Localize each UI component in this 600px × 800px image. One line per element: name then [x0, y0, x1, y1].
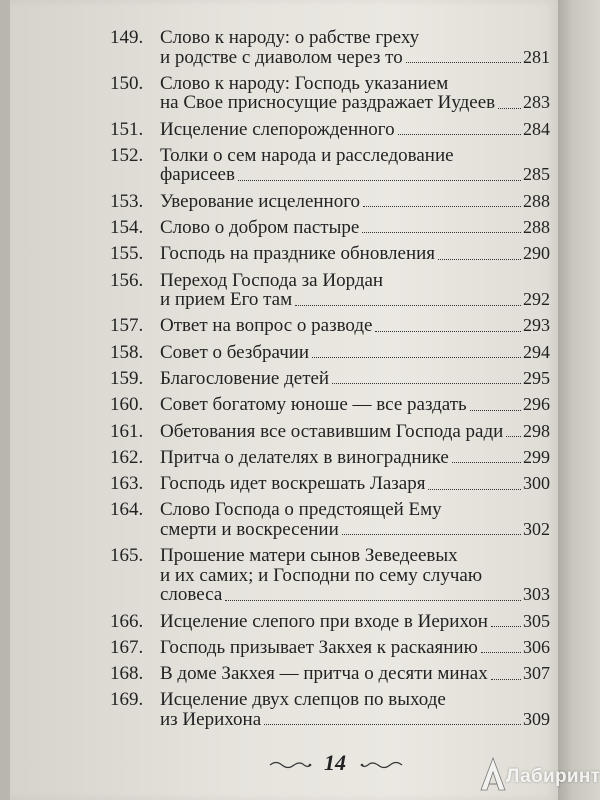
- toc-entry-title-line: Прошение матери сынов Зеведеевых: [160, 546, 458, 566]
- toc-entry-number: 155.: [110, 243, 144, 265]
- toc-entry-title-line: Господь идет воскрешать Лазаря: [160, 474, 426, 494]
- toc-entry-last-line: [160, 165, 550, 185]
- dot-leader: [362, 232, 521, 233]
- toc-entry-title-line: Совет о безбрачии: [160, 342, 310, 363]
- toc-entry-number: 149.: [110, 27, 144, 48]
- toc-entry-page: 305: [523, 611, 550, 631]
- toc-entry: [110, 546, 550, 605]
- toc-entry-number: 165.: [110, 545, 144, 567]
- dot-leader: [375, 331, 521, 332]
- dot-leader: [506, 436, 521, 437]
- ornament-left-icon: [268, 760, 312, 770]
- toc-entry-title-line: Благословение детей: [160, 368, 330, 389]
- toc-entry-body: [160, 146, 550, 185]
- toc-entry-last-line: [160, 369, 550, 389]
- toc-entry-number: 163.: [110, 473, 144, 495]
- toc-entry-last-line: [160, 48, 550, 68]
- toc-entry-last-line: [160, 520, 550, 540]
- dot-leader: [438, 259, 521, 260]
- toc-entry-page: 298: [523, 421, 550, 441]
- toc-entry-title-line: В доме Закхея — притча о десяти минах: [160, 664, 488, 684]
- toc-entry: [110, 244, 550, 264]
- toc-entry-last-line: [160, 343, 550, 363]
- dot-leader: [470, 410, 521, 411]
- toc-entry-page: 292: [523, 290, 550, 310]
- page-footer: [10, 750, 558, 778]
- toc-entry-body: [160, 546, 550, 605]
- toc-entry: [110, 395, 550, 415]
- dot-leader: [363, 206, 521, 207]
- toc-entry-title-line: на Свое присносущие раздражает Иудеев: [160, 93, 496, 113]
- watermark-text: Лабиринт: [506, 766, 600, 787]
- toc-entry-page: 284: [523, 119, 550, 139]
- toc-entry-last-line: [160, 218, 550, 238]
- toc-entry-body: [160, 28, 550, 67]
- toc-entry: [110, 500, 550, 539]
- toc-entry-page: 281: [523, 47, 550, 67]
- toc-entry-title-line: Слово о добром пастыре: [160, 217, 360, 238]
- dot-leader: [406, 62, 521, 63]
- toc-entry-body: [160, 612, 550, 632]
- toc-entry-last-line: [160, 474, 550, 494]
- dot-leader: [332, 383, 521, 384]
- toc-entry-page: 306: [523, 637, 550, 657]
- toc-entry-page: 285: [523, 165, 550, 185]
- toc-entry-last-line: [160, 120, 550, 140]
- toc-entry-title-line: Слово к народу: Господь указанием: [160, 73, 449, 94]
- toc-entry-last-line: [160, 664, 550, 684]
- dot-leader: [342, 534, 521, 535]
- dot-leader: [491, 626, 521, 627]
- toc-entry-title-line: Уверование исцеленного: [160, 191, 361, 212]
- toc-entry-number: 168.: [110, 663, 144, 685]
- toc-entry-body: [160, 422, 550, 442]
- toc-entry: [110, 218, 550, 238]
- dot-leader: [498, 108, 521, 109]
- ornament-right-icon: [360, 760, 404, 770]
- toc-entry-title-line: Толки о сем народа и расследование: [160, 145, 454, 166]
- toc-entry-title-line: Исцеление двух слепцов по выходе: [160, 690, 446, 710]
- toc-entry-number: 166.: [110, 610, 144, 632]
- toc-entry-last-line: [160, 244, 550, 264]
- toc-entry-page: 307: [523, 664, 550, 684]
- toc-entry-page: 288: [523, 191, 550, 211]
- toc-entry: [110, 192, 550, 212]
- dot-leader: [452, 462, 521, 463]
- toc-entry: [110, 664, 550, 684]
- dot-leader: [238, 180, 521, 181]
- toc-entry-body: [160, 395, 550, 415]
- toc-entry-title-line: из Иерихона: [160, 709, 262, 730]
- toc-entry-number: 159.: [110, 367, 144, 389]
- toc-entry-last-line: [160, 710, 550, 730]
- toc-entry-last-line: [160, 585, 550, 605]
- dot-leader: [398, 134, 521, 135]
- toc-entry-page: 299: [523, 447, 550, 467]
- toc-entry-last-line: [160, 448, 550, 468]
- toc-entry-last-line: [160, 316, 550, 336]
- toc-entry-number: 161.: [110, 420, 144, 442]
- toc-entry-number: 154.: [110, 216, 144, 238]
- toc-entry: [110, 638, 550, 658]
- toc-entry-body: [160, 218, 550, 238]
- toc-entry-page: 302: [523, 519, 550, 539]
- toc-entry-last-line: [160, 395, 550, 415]
- toc-entry-number: 169.: [110, 689, 144, 711]
- toc-entry-number: 152.: [110, 144, 144, 166]
- toc-entry-body: [160, 500, 550, 539]
- toc-entry-number: 160.: [110, 394, 144, 416]
- toc-entry-number: 153.: [110, 190, 144, 212]
- toc-entry: [110, 690, 550, 729]
- toc-entry-title-line: Обетования все оставившим Господа ради: [160, 421, 504, 442]
- toc-entry-title-line: Слово к народу: о рабстве греху: [160, 28, 420, 48]
- dot-leader: [428, 489, 521, 490]
- toc-entry-title-line: Слово Господа о предстоящей Ему: [160, 500, 442, 520]
- watermark-logo: [478, 752, 598, 796]
- toc-entry-title-line: и прием Его там: [160, 290, 293, 310]
- toc-entry-last-line: [160, 192, 550, 212]
- toc-entry: [110, 422, 550, 442]
- toc-entry: [110, 343, 550, 363]
- toc-entry-title-line: словеса: [160, 585, 223, 605]
- toc-entry-page: 293: [523, 316, 550, 336]
- toc-entry-title-line: фарисеев: [160, 165, 235, 185]
- toc-entry: [110, 28, 550, 67]
- toc-entry-number: 157.: [110, 315, 144, 337]
- toc-entry-title-line: и их самих; и Господни по сему случаю: [160, 565, 483, 586]
- dot-leader: [312, 357, 521, 358]
- toc-entry-body: [160, 664, 550, 684]
- toc-entry: [110, 612, 550, 632]
- toc-entry-last-line: [160, 93, 550, 113]
- toc-entry-page: 288: [523, 217, 550, 237]
- toc-entry-title-line: Притча о делателях в винограднике: [160, 447, 449, 468]
- toc-entry-page: 283: [523, 93, 550, 113]
- toc-entry-body: [160, 690, 550, 729]
- toc-entry-title-line: Исцеление слепорожденного: [160, 119, 395, 140]
- toc-entry-page: 294: [523, 342, 550, 362]
- toc-entry-body: [160, 74, 550, 113]
- toc-entry-last-line: [160, 612, 550, 632]
- toc-entry-body: [160, 271, 550, 310]
- toc-entry-body: [160, 638, 550, 658]
- toc-entry-title-line: смерти и воскресении: [160, 519, 339, 540]
- toc-entry-title-line: Господь призывает Закхея к раскаянию: [160, 637, 478, 658]
- toc-entry-body: [160, 474, 550, 494]
- toc-entry-page: 300: [523, 474, 550, 494]
- toc-entry: [110, 369, 550, 389]
- toc-entry-page: 303: [523, 585, 550, 605]
- toc-entry-body: [160, 244, 550, 264]
- toc-entry-title-line: и родстве с диаволом через то: [160, 47, 403, 67]
- toc-entry: [110, 74, 550, 113]
- page-number: 14: [324, 750, 346, 775]
- toc-entry-body: [160, 369, 550, 389]
- dot-leader: [295, 305, 521, 306]
- toc-entry-number: 156.: [110, 269, 144, 291]
- toc-entry-last-line: [160, 422, 550, 442]
- adjacent-page: [555, 0, 600, 800]
- toc-entry: [110, 146, 550, 185]
- toc-entry-number: 164.: [110, 499, 144, 521]
- toc-entry-body: [160, 448, 550, 468]
- toc-entry: [110, 120, 550, 140]
- toc-entry: [110, 474, 550, 494]
- toc-entry-number: 150.: [110, 72, 144, 94]
- toc-entry-page: 309: [523, 709, 550, 729]
- toc-entry-title-line: Совет богатому юноше — все раздать: [160, 395, 467, 415]
- labirint-logo-icon: [478, 756, 508, 792]
- toc-entry-body: [160, 316, 550, 336]
- dot-leader: [481, 652, 521, 653]
- toc-entry-last-line: [160, 290, 550, 310]
- toc-entry-body: [160, 343, 550, 363]
- toc-entry: [110, 316, 550, 336]
- toc-entry-page: 296: [523, 395, 550, 415]
- toc-entry-title-line: Исцеление слепого при входе в Иерихон: [160, 611, 488, 632]
- toc-entry-title-line: Ответ на вопрос о разводе: [160, 316, 373, 336]
- dot-leader: [264, 724, 521, 725]
- toc-entry: [110, 271, 550, 310]
- book-page: [10, 0, 558, 800]
- toc-entry-body: [160, 192, 550, 212]
- toc-entry-number: 167.: [110, 636, 144, 658]
- toc-entry-last-line: [160, 638, 550, 658]
- toc-entry-page: 295: [523, 368, 550, 388]
- table-of-contents: [110, 28, 550, 736]
- toc-entry-number: 162.: [110, 446, 144, 468]
- toc-entry-body: [160, 120, 550, 140]
- dot-leader: [491, 679, 521, 680]
- toc-entry-title-line: Переход Господа за Иордан: [160, 270, 384, 291]
- toc-entry: [110, 448, 550, 468]
- toc-entry-number: 158.: [110, 341, 144, 363]
- toc-entry-number: 151.: [110, 118, 144, 140]
- toc-entry-page: 290: [523, 244, 550, 264]
- toc-entry-title-line: Господь на празднике обновления: [160, 244, 436, 264]
- dot-leader: [225, 600, 521, 601]
